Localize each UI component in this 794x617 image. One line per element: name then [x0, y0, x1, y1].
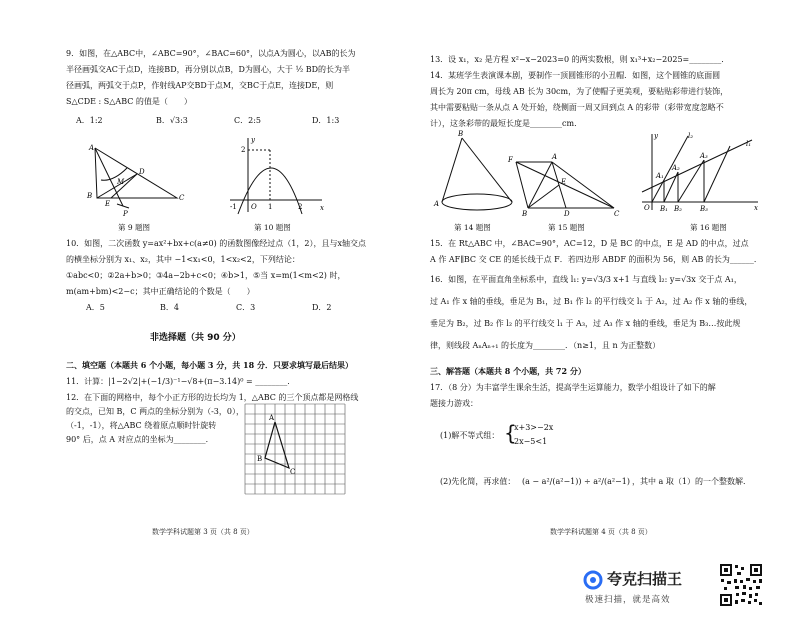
q9-option-d: D．1:3 — [312, 116, 340, 125]
q16-line3: 垂足为 B₂，过 B₂ 作 l₂ 的平行线交 l₁ 于 A₃，过 A₃ 作 x 轴的垂线，垂足为 B₃…按此规 — [430, 319, 741, 328]
section3-heading: 三、解答题（本题共 8 个小题，共 72 分） — [430, 366, 586, 376]
q10-line3: ①abc<0；②2a+b>0；③4a−2b+c<0；④b>1，⑤当 x=m(1<m<2) 时， — [66, 271, 346, 280]
q15-line1: 15．在 Rt△ABC 中，∠BAC=90°，AC=12，D 是 BC 的中点，E 是 AD 的中点，过点 — [430, 239, 749, 248]
fig15-label-f: F — [508, 156, 513, 164]
q16-line4: 律，则线段 AₙAₙ₊₁ 的长度为________．（n≥1，且 n 为正整数） — [430, 341, 661, 350]
q17-ineq2: 2x−5<1 — [514, 437, 548, 446]
q10-line4: m(am+bm)<2−c；其中正确结论的个数是（ ） — [66, 287, 255, 296]
fig15-label-c: C — [614, 210, 620, 218]
fig16-label-l2: l₂ — [688, 132, 694, 140]
q14-line1: 14．某班学生表演课本剧，要制作一顶圆锥形的小丑帽．如图，这个圆锥的底面圆 — [430, 71, 721, 80]
q9-option-c: C．2:5 — [234, 116, 261, 125]
fig15-label-e: E — [561, 178, 567, 186]
fig10-label-o: O — [251, 203, 257, 211]
fig10-label-2y: 2 — [241, 146, 246, 154]
fig16-label-l1: l₁ — [746, 140, 752, 148]
q12-line1: 12．在下面的网格中，每个小正方形的边长均为 1，△ABC 的三个顶点都是网格线 — [66, 393, 359, 402]
grid-label-c: C — [290, 468, 296, 476]
qr-code-icon — [719, 563, 763, 607]
q9-line1: 9．如图，在△ABC中，∠ABC=90°，∠BAC=60°，以点A为圆心，以AB的长为 — [66, 49, 356, 58]
fig16-label-b2: B₂ — [674, 205, 682, 213]
figure-10 — [228, 136, 328, 216]
fig14-caption: 第 14 题图 — [454, 223, 491, 232]
fig16-label-b3: B₃ — [700, 205, 708, 213]
figure-12-grid — [245, 404, 349, 500]
q9-line3: 径画弧，两弧交于点P，作射线AP交BD于点M，交BC于点E，连接DE，则 — [66, 81, 334, 90]
right-page — [410, 0, 794, 560]
fig14-label-a: A — [434, 200, 440, 208]
q14-line4: 计），这条彩带的最短长度是________cm． — [430, 119, 583, 128]
q10-line1: 10．如图，二次函数 y=ax²+bx+c(a≠0) 的函数图像经过点（1，2），且与x轴交点 — [66, 239, 366, 248]
scanner-brand — [583, 566, 713, 606]
grid-label-a: A — [269, 414, 275, 422]
fig10-label-y: y — [251, 136, 255, 144]
fig10-label-x: x — [320, 204, 324, 212]
q9-option-b: B．√3:3 — [156, 116, 188, 125]
fig10-label-2x: 2 — [298, 203, 303, 211]
fig9-label-d: D — [139, 168, 145, 176]
fig10-caption: 第 10 题图 — [254, 223, 291, 232]
q10-option-d: D．2 — [312, 303, 332, 312]
fig15-label-a: A — [552, 153, 558, 161]
fig9-label-a: A — [89, 144, 95, 152]
brand-slogan: 极速扫描，就是高效 — [585, 595, 671, 605]
fig9-label-p: P — [123, 210, 128, 218]
q17-part1-label: (1)解不等式组： — [440, 431, 500, 440]
q17-line1: 17．（8 分）为丰富学生课余生活，提高学生运算能力，数学小组设计了如下的解 — [430, 383, 716, 392]
fig9-label-m: M — [117, 178, 125, 186]
grid-label-b: B — [257, 455, 263, 463]
q17-part2-label: (2)先化简，再求值： — [440, 477, 516, 486]
fig16-label-a1: A₁ — [656, 172, 664, 180]
q16-line1: 16．如图，在平面直角坐标系中，直线 l₁: y=√3/3 x+1 与直线 l₂: y=√3x 交于点 A₁， — [430, 275, 742, 284]
nonchoice-title: 非选择题（共 90 分） — [150, 333, 241, 343]
q17-part2-expr: (a − a²/(a²−1)) ÷ a²/(a²−1) — [522, 477, 630, 486]
q10-option-b: B．4 — [160, 303, 179, 312]
q9-option-a: A．1:2 — [76, 116, 103, 125]
fig16-label-a2: A₂ — [672, 164, 680, 172]
q15-line2: A 作 AF∥BC 交 CE 的延长线于点 F．若四边形 ABDF 的面积为 56，则 AB 的长为______． — [430, 255, 762, 264]
fig15-caption: 第 15 题图 — [548, 223, 585, 232]
q17-ineq1: x+3>−2x — [514, 423, 554, 432]
q10-line2: 的横坐标分别为 x₁、x₂，其中 −1<x₁<0，1<x₂<2，下列结论： — [66, 255, 300, 264]
figure-9 — [85, 140, 195, 220]
section2-heading: 二、填空题（本题共 6 个小题，每小题 3 分，共 18 分．只要求填写最后结果） — [66, 360, 353, 370]
fig9-label-e: E — [105, 200, 111, 208]
fig9-label-c: C — [179, 194, 185, 202]
fig16-label-b1: B₁ — [660, 205, 668, 213]
q12-line3: （-1，-1），将△ABC 绕着原点顺时针旋转 — [66, 421, 217, 430]
figure-15 — [506, 150, 624, 216]
q12-line4: 90° 后，点 A 对应点的坐标为________． — [66, 435, 214, 444]
q14-line2: 周长为 20π cm，母线 AB 长为 30cm，为了使帽子更美观，要粘贴彩带进行装饰， — [430, 87, 729, 96]
fig16-label-a3: A₃ — [700, 152, 708, 160]
fig15-label-d: D — [564, 210, 570, 218]
q10-option-c: C．3 — [236, 303, 256, 312]
fig10-label-1: 1 — [268, 203, 273, 211]
fig16-label-o: O — [644, 204, 650, 212]
q16-line2: 过 A₁ 作 x 轴的垂线，垂足为 B₁，过 B₁ 作 l₂ 的平行线交 l₁ 于 A₂，过 A₂ 作 x 轴的垂线， — [430, 297, 753, 306]
fig16-label-y: y — [654, 132, 658, 140]
q14-line3: 其中需要粘贴一条从点 A 处开始，绕侧面一周又回到点 A 的彩带（彩带宽度忽略不 — [430, 103, 724, 112]
right-page-footer: 数学学科试题第 4 页（共 8 页） — [550, 528, 652, 536]
q9-line2: 半径画弧交AC于点D，连接BD，再分别以点B，D为圆心，大于 ½ BD的长为半 — [66, 65, 351, 74]
fig10-label-neg1: -1 — [230, 203, 237, 211]
q17-line2: 题接力游戏： — [430, 399, 478, 408]
q9-line4: S△CDE : S△ABC 的值是（ ） — [66, 97, 192, 106]
fig9-label-b: B — [87, 192, 93, 200]
brand-logo-icon — [583, 570, 603, 590]
fig16-label-x: x — [754, 204, 758, 212]
q13-text: 13．设 x₁，x₂ 是方程 x²−x−2023=0 的两实数根，则 x₁³+x₂−2025=________． — [430, 55, 730, 64]
left-page-footer: 数学学科试题第 3 页（共 8 页） — [152, 528, 254, 536]
q17-part2-tail: ，其中 a 取（1）的一个整数解． — [632, 477, 751, 486]
figure-16 — [642, 132, 762, 214]
fig16-caption: 第 16 题图 — [690, 223, 727, 232]
q12-line2: 的交点，已知 B，C 两点的坐标分别为（-3，0）， — [66, 407, 244, 416]
fig15-label-b: B — [522, 210, 528, 218]
q10-option-a: A．5 — [86, 303, 105, 312]
q17-brace: { — [504, 421, 517, 445]
fig14-label-b: B — [458, 130, 464, 138]
left-page — [0, 0, 400, 560]
fig9-caption: 第 9 题图 — [118, 223, 151, 232]
q11-text: 11．计算：|1−2√2|+(−1/3)⁻¹−√8+(π−3.14)⁰ = ________． — [66, 377, 296, 386]
brand-name: 夸克扫描王 — [607, 570, 683, 588]
